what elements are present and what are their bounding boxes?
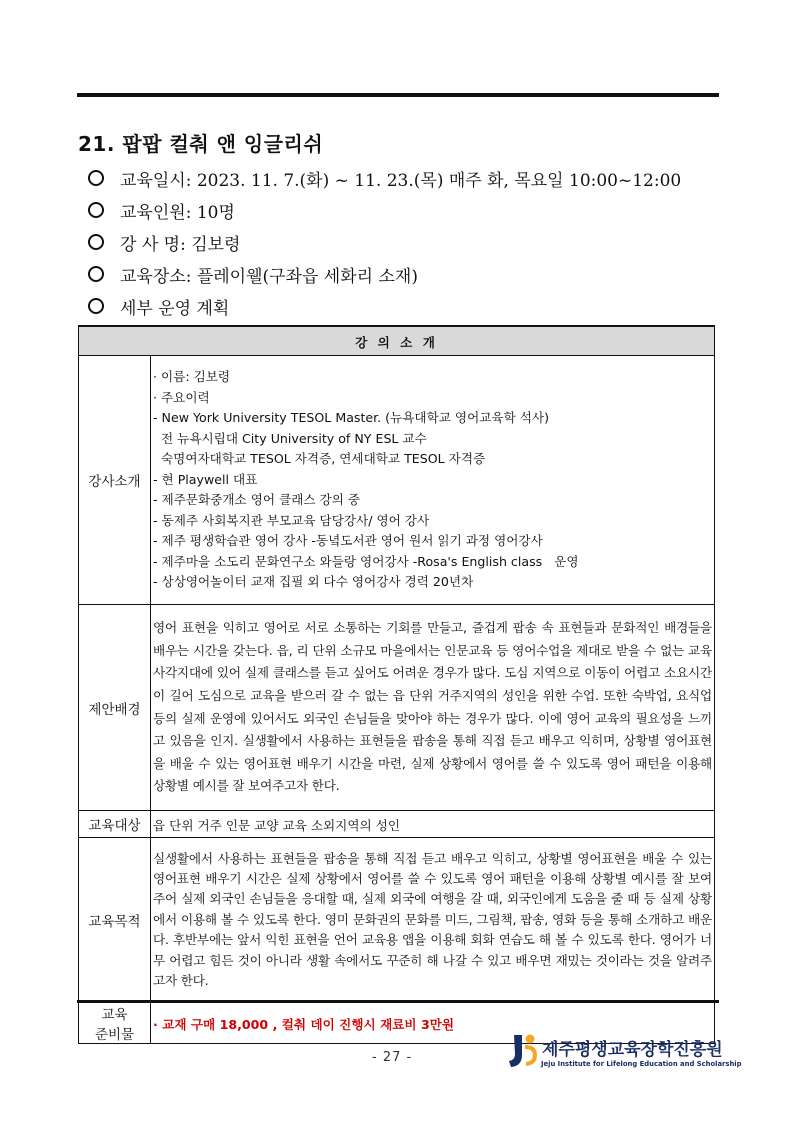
table-row-target xyxy=(79,811,715,838)
circle-bullet-icon xyxy=(88,298,104,314)
profile-line: · 이름: 김보령 xyxy=(153,369,231,385)
org-name: 제주평생교육장학진흥원 xyxy=(542,1040,723,1060)
profile-line: - 현 Playwell 대표 xyxy=(153,471,258,487)
row-label-line: 교육 xyxy=(101,1007,128,1023)
circle-bullet-icon xyxy=(88,170,104,186)
bottom-rule xyxy=(77,1000,719,1003)
bullet-capacity xyxy=(88,194,728,226)
section-title: 21. 팝팝 컬춰 앤 잉글리쉬 xyxy=(78,132,324,156)
bullet-list xyxy=(88,162,728,322)
top-rule xyxy=(77,93,719,97)
profile-line: 숙명여자대학교 TESOL 자격증, 연세대학교 TESOL 자격증 xyxy=(153,451,486,467)
circle-bullet-icon xyxy=(88,234,104,250)
table-row-instructor-profile xyxy=(79,356,715,605)
profile-line: - 제주마을 소도리 문화연구소 와들랑 영어강사 -Rosa's English class 운영 xyxy=(153,553,579,569)
page-number: - 27 - xyxy=(372,1050,413,1065)
lecture-intro-table xyxy=(78,325,715,1044)
bullet-text: 세부 운영 계획 xyxy=(120,298,230,319)
bullet-text: 교육인원: 10명 xyxy=(120,202,235,223)
profile-line: - 상상영어놀이터 교재 집필 외 다수 영어강사 경력 20년차 xyxy=(153,574,474,590)
target-text: 읍 단위 거주 인문 교양 교육 소외지역의 성인 xyxy=(151,811,715,838)
bullet-text: 강 사 명: 김보령 xyxy=(120,234,241,255)
bullet-plan xyxy=(88,290,728,322)
profile-line: - 동제주 사회복지관 부모교육 담당강사/ 영어 강사 xyxy=(153,512,430,528)
row-label: 제안배경 xyxy=(79,605,151,811)
row-label xyxy=(79,1003,151,1044)
table-row-background xyxy=(79,605,715,811)
instructor-profile-cell xyxy=(151,356,715,605)
materials-text: · 교재 구매 18,000 , 컬춰 데이 진행시 재료비 3만원 xyxy=(151,1003,715,1044)
background-text: 영어 표현을 익히고 영어로 서로 소통하는 기회를 만들고, 즐겁게 팝송 속 표현들과 문화적인 배경들을 배우는 시간을 갖는다. 읍, 리 단위 소규모 마을에서는 인문교육 등 영어수업을 제대로 받을 수 없는 교육 사각지대에 있어 실제 클래스를 듣고 싶어도 어려운 경우가 많다. 도심 지역으로 이동이 어렵고 소요시간이 길어 도심으로 교육을 받으러 갈 수 없는 읍 단위 거주지역의 성인을 위한 수업. 또한 숙박업, 요식업 등의 실제 운영에 있어서도 외국인 손님들을 맞아야 하는 경우가 많다. 이에 영어 교육의 필요성을 느끼고 있음을 인지. 실생활에서 사용하는 표현들을 팝송을 통해 직접 듣고 배우고 익히며, 상황별 영어표현을 배울 수 있는 영어표현 배우기 시간을 마련, 실제 상황에서 영어를 쓸 수 있도록 영어 패턴을 이용해 상황별 예시를 잘 보여주고자 한다. xyxy=(151,605,715,811)
institute-logo-icon xyxy=(505,1033,539,1069)
profile-line: - 제주문화중개소 영어 클래스 강의 중 xyxy=(153,492,361,508)
row-label: 강사소개 xyxy=(79,356,151,605)
circle-bullet-icon xyxy=(88,266,104,282)
bullet-schedule xyxy=(88,162,728,194)
circle-bullet-icon xyxy=(88,202,104,218)
bullet-text: 교육일시: 2023. 11. 7.(화) ~ 11. 23.(목) 매주 화, 목요일 10:00~12:00 xyxy=(120,170,682,191)
bullet-text: 교육장소: 플레이웰(구좌읍 세화리 소재) xyxy=(120,266,418,287)
profile-line: 전 뉴욕시립대 City University of NY ESL 교수 xyxy=(153,430,427,446)
profile-line: - 제주 평생학습관 영어 강사 -동녘도서관 영어 원서 읽기 과정 영어강사 xyxy=(153,533,543,549)
org-subtitle: Jeju Institute for Lifelong Education and Scholarship xyxy=(541,1060,742,1068)
profile-line: - New York University TESOL Master. (뉴욕대학교 영어교육학 석사) xyxy=(153,410,550,426)
table-row-goal xyxy=(79,838,715,1003)
bullet-instructor xyxy=(88,226,728,258)
profile-line: · 주요이력 xyxy=(153,389,210,405)
row-label-line: 준비물 xyxy=(94,1027,135,1043)
table-header: 강 의 소 개 xyxy=(79,326,715,356)
row-label: 교육목적 xyxy=(79,838,151,1003)
table-header-row xyxy=(79,326,715,356)
goal-text: 실생활에서 사용하는 표현들을 팝송을 통해 직접 듣고 배우고 익히고, 상황별 영어표현을 배울 수 있는 영어표현 배우기 시간은 실제 상황에서 영어를 쓸 수 있도록 영어 패턴을 이용해 상황별 예시를 잘 보여주어 실제 외국인 손님들을 응대할 때, 실제 외국에 여행을 갈 때, 외국인에게 도움을 줄 때 등 실제 상황에서 이용해 볼 수 있도록 한다. 영미 문화권의 문화를 미드, 그림책, 팝송, 영화 등을 통해 소개하고 배운다. 후반부에는 앞서 익힌 표현을 언어 교육용 앱을 이용해 회화 연습도 해 볼 수 있도록 한다. 영어가 너무 어렵고 힘든 것이 아니라 생활 속에서도 꾸준히 해 나갈 수 있고 배우면 재밌는 것이라는 것을 알려주고자 한다. xyxy=(151,838,715,1003)
bullet-location xyxy=(88,258,728,290)
row-label: 교육대상 xyxy=(79,811,151,838)
